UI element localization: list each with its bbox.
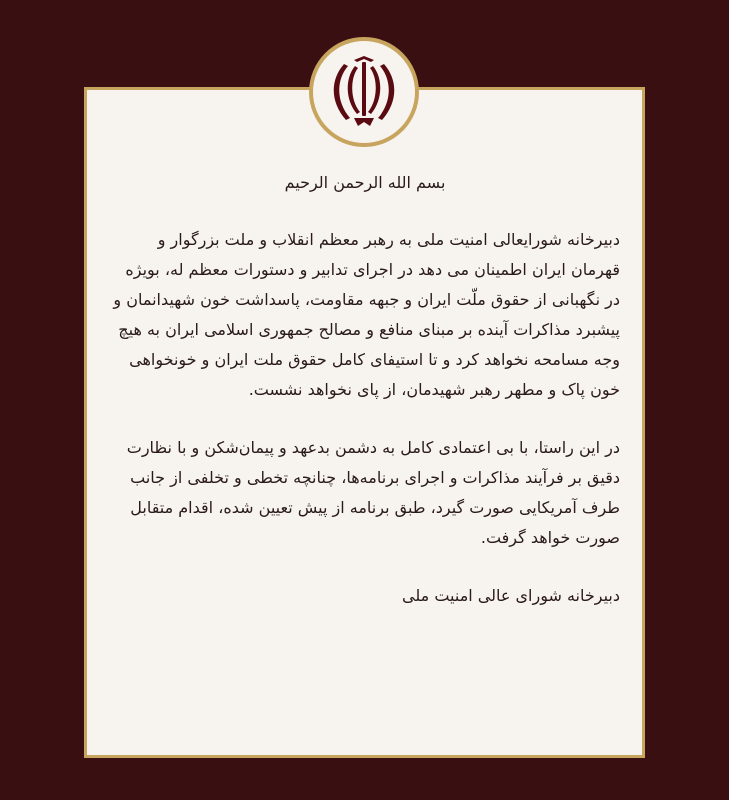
statement-body bbox=[110, 165, 620, 611]
emblem-badge-inner bbox=[313, 41, 415, 143]
signature: دبیرخانه شورای عالی امنیت ملی bbox=[402, 586, 620, 605]
iran-emblem-icon bbox=[332, 56, 396, 128]
emblem-badge bbox=[309, 37, 419, 147]
statement-paragraph-2: در این راستا، با بی اعتمادی کامل به دشمن بدعهد و پیمان‌شکن و با نظارت دقیق بر فرآیند مذاکرات و اجرای برنامه‌ها، چنانچه تخطی و تخلفی از جانب طرف آمریکایی صورت گیرد، طبق برنامه از پیش تعیین شده، اقدام متقابل صورت خواهد گرفت. bbox=[126, 438, 620, 547]
statement-paragraph-1: دبیرخانه شورایعالی امنیت ملی به رهبر معظم انقلاب و ملت بزرگوار و قهرمان ایران اطمینان می دهد در اجرای تدابیر و دستورات معظم له، بویژه در نگهبانی از حقوق ملّت ایران و جبهه مقاومت، پاسداشت خون شهیدانمان و پیشبرد مذاکرات آینده بر مبنای منافع و مصالح جمهوری اسلامی ایران به هیچ وجه مسامحه نخواهد کرد و تا استیفای کامل حقوق ملت ایران و خونخواهی خون پاک و مطهر رهبر شهیدمان، از پای نخواهد نشست. bbox=[113, 230, 620, 399]
basmala: بسم الله الرحمن الرحیم bbox=[284, 173, 446, 192]
